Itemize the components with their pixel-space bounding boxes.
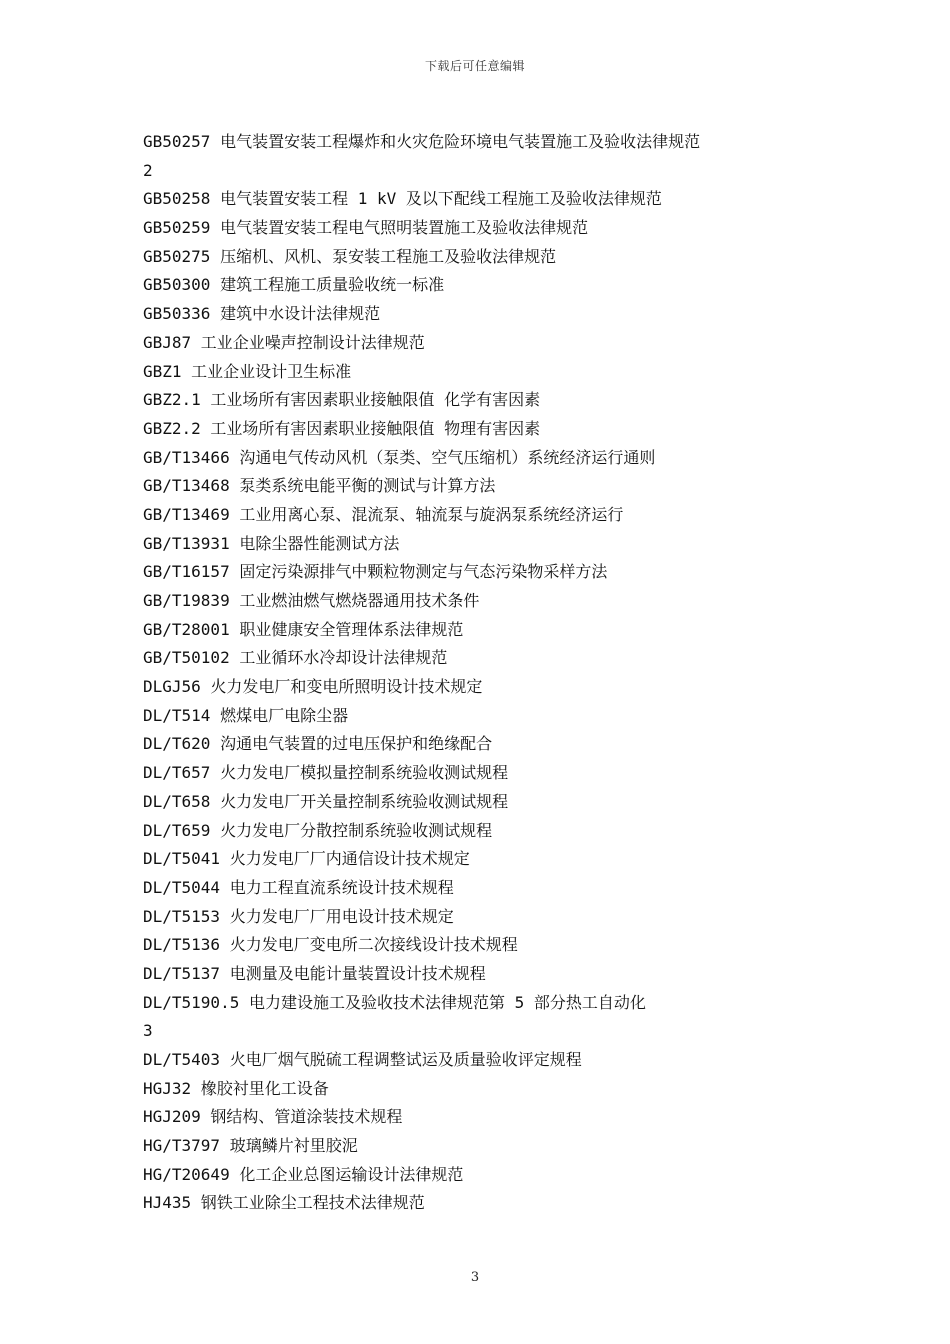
list-item: GB50336 建筑中水设计法律规范 bbox=[143, 304, 381, 324]
list-item: DL/T5153 火力发电厂厂用电设计技术规定 bbox=[143, 906, 454, 926]
list-item: DL/T659 火力发电厂分散控制系统验收测试规程 bbox=[143, 820, 493, 840]
page-header: 下载后可任意编辑 bbox=[424, 59, 525, 73]
list-item: DLGJ56 火力发电厂和变电所照明设计技术规定 bbox=[143, 677, 483, 697]
list-item: DL/T5044 电力工程直流系统设计技术规程 bbox=[143, 877, 454, 897]
list-item: DL/T5136 火力发电厂变电所二次接线设计技术规程 bbox=[143, 935, 518, 955]
list-item: GB50300 建筑工程施工质量验收统一标准 bbox=[143, 275, 445, 295]
list-item: DL/T620 沟通电气装置的过电压保护和绝缘配合 bbox=[143, 734, 493, 754]
list-item: DL/T658 火力发电厂开关量控制系统验收测试规程 bbox=[143, 791, 509, 811]
list-item: GBZ2.1 工业场所有害因素职业接触限值 化学有害因素 bbox=[143, 390, 541, 410]
list-item: GB/T13468 泵类系统电能平衡的测试与计算方法 bbox=[143, 476, 496, 496]
list-item: GB/T13469 工业用离心泵、混流泵、轴流泵与旋涡泵系统经济运行 bbox=[143, 504, 624, 524]
list-item: GB50257 电气装置安装工程爆炸和火灾危险环境电气装置施工及验收法律规范 bbox=[143, 132, 701, 151]
list-item: HGJ209 钢结构、管道涂装技术规程 bbox=[143, 1107, 403, 1127]
list-item: GBZ1 工业企业设计卫生标准 bbox=[143, 361, 352, 381]
list-item: GB/T13466 沟通电气传动风机（泵类、空气压缩机）系统经济运行通则 bbox=[143, 447, 656, 467]
list-item: HGJ32 橡胶衬里化工设备 bbox=[143, 1078, 329, 1098]
list-item: GB50259 电气装置安装工程电气照明装置施工及验收法律规范 bbox=[143, 218, 589, 238]
list-item: DL/T5041 火力发电厂厂内通信设计技术规定 bbox=[143, 849, 470, 869]
list-item: GB50275 压缩机、风机、泵安装工程施工及验收法律规范 bbox=[143, 246, 557, 266]
list-item: GB/T13931 电除尘器性能测试方法 bbox=[143, 533, 400, 553]
standards-list bbox=[143, 128, 843, 1218]
list-item: DL/T657 火力发电厂模拟量控制系统验收测试规程 bbox=[143, 763, 509, 783]
list-item: GB/T28001 职业健康安全管理体系法律规范 bbox=[143, 619, 464, 639]
list-item: HJ435 钢铁工业除尘工程技术法律规范 bbox=[143, 1193, 425, 1213]
page-number: 3 bbox=[470, 1270, 480, 1285]
list-item: HG/T20649 化工企业总图运输设计法律规范 bbox=[143, 1164, 464, 1184]
list-item: 2 bbox=[143, 160, 153, 180]
list-item: GB/T16157 固定污染源排气中颗粒物测定与气态污染物采样方法 bbox=[143, 562, 608, 582]
list-item: HG/T3797 玻璃鳞片衬里胶泥 bbox=[143, 1136, 358, 1156]
list-item: GB/T50102 工业循环水冷却设计法律规范 bbox=[143, 648, 448, 668]
list-item: DL/T5137 电测量及电能计量装置设计技术规程 bbox=[143, 963, 486, 983]
list-item: GBJ87 工业企业噪声控制设计法律规范 bbox=[143, 332, 425, 352]
list-item: GB/T19839 工业燃油燃气燃烧器通用技术条件 bbox=[143, 591, 480, 610]
list-item: GB50258 电气装置安装工程 1 kV 及以下配线工程施工及验收法律规范 bbox=[143, 189, 662, 209]
list-item: DL/T514 燃煤电厂电除尘器 bbox=[143, 705, 349, 725]
list-item: 3 bbox=[143, 1021, 153, 1041]
list-item: GBZ2.2 工业场所有害因素职业接触限值 物理有害因素 bbox=[143, 418, 541, 438]
list-item: DL/T5403 火电厂烟气脱硫工程调整试运及质量验收评定规程 bbox=[143, 1050, 582, 1069]
list-item: DL/T5190.5 电力建设施工及验收技术法律规范第 5 部分热工自动化 bbox=[143, 992, 646, 1012]
